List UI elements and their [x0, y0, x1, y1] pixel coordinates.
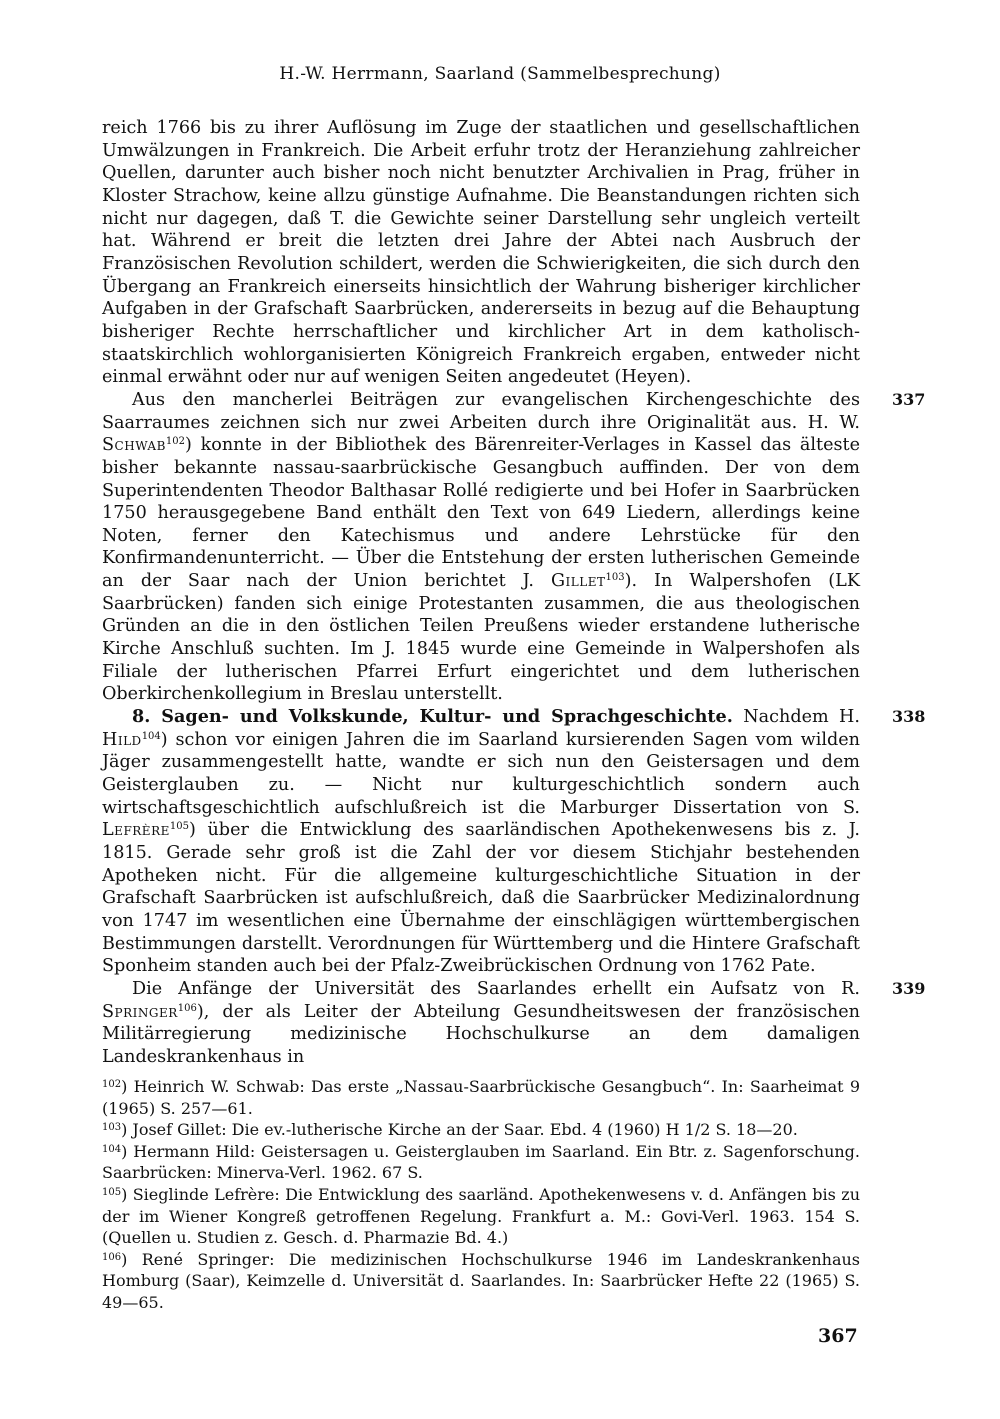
- paragraph-1-text: reich 1766 bis zu ihrer Auflösung im Zuge der staatlichen und gesellschaftlichen Umwälzungen in Frankreich. Die Arbeit erfuhr trotz der Heranziehung zahlreicher Quellen, darunter auch bisher noch nicht benutzter Archivalien in Prag, früher in Kloster Strachow, keine allzu günstige Aufnahme. Die Beanstandungen richten sich nicht nur dagegen, daß T. die Gewichte seiner Darstellung sehr ungleich verteilt hat. Während er breit die letzten drei Jahre der Abtei nach Ausbruch der Französischen Revolution schildert, werden die Schwierigkeiten, die sich durch den Übergang an Frankreich einerseits hinsichtlich der Wahrung bisheriger kirchlicher Aufgaben in der Grafschaft Saarbrücken, andererseits in bezug auf die Behauptung bisheriger Rechte herrschaftlicher und kirchlicher Art in dem katholisch-staatskirchlich wohlorganisierten Königreich Frankreich ergaben, entweder nicht einmal erwähnt oder nur auf wenigen Seiten angedeutet (Heyen).: [102, 118, 860, 388]
- footnote-104: [102, 1141, 860, 1184]
- footnote-text: ) Josef Gillet: Die ev.-lutherische Kirche an der Saar. Ebd. 4 (1960) H 1/2 S. 18—20.: [121, 1120, 798, 1140]
- paragraph-2: [102, 389, 926, 706]
- paragraph-3: [102, 706, 926, 978]
- footnote-text: ) Hermann Hild: Geistersagen u. Geisterglauben im Saarland. Ein Btr. z. Sagenforschung. Saarbrücken: Minerva-Verl. 1962. 67 S.: [102, 1141, 860, 1183]
- footnote-marker: 106: [102, 1251, 122, 1263]
- page-number: 367: [818, 1325, 858, 1347]
- footnote-ref-106[interactable]: 106: [177, 1002, 197, 1014]
- paragraph-4-text-a: Die Anfänge der Universität des Saarlandes erhellt ein Aufsatz von R.: [132, 978, 860, 999]
- author-gillet: Gillet: [550, 571, 606, 592]
- footnote-text: ) Heinrich W. Schwab: Das erste „Nassau-Saarbrückische Gesangbuch“. In: Saarheimat 9 (1965) S. 257—61.: [102, 1077, 860, 1118]
- paragraph-3-text-c: ) über die Entwicklung des saarländischen Apothekenwesens bis z. J. 1815. Gerade sehr groß ist die Zahl der vor diesem Stichjahr bestehenden Apotheken nicht. Für die allgemeine kulturgeschichtliche Situation in der Grafschaft Saarbrücken ist aufschlußreich, daß die Saarbrücker Medizinalordnung von 1747 im wesentlichen eine Übernahme der einschlägigen württembergischen Bestimmungen darstellt. Verordnungen für Württemberg und die Hintere Grafschaft Sponheim standen auch bei der Pfalz-Zweibrückischen Ordnung von 1762 Pate.: [102, 820, 860, 977]
- footnote-marker: 103: [102, 1122, 122, 1134]
- paragraph-2-text-b: ) konnte in der Bibliothek des Bärenreiter-Verlages in Kassel das älteste bisher bekannte nassau-saarbrückische Gesangbuch auffinden. Der von dem Superintendenten Theodor Balthasar Rollé redigierte und bei Hofer in Saarbrücken 1750 herausgegebene Band enthält den Text von 649 Liedern, allerdings keine Noten, ferner den Katechismus und andere Lehrstücke für den Konfirmandenunterricht. — Über die Entstehung der ersten lutherischen Gemeinde an der Saar nach der Union berichtet J.: [102, 435, 860, 592]
- footnote-ref-103[interactable]: 103: [605, 572, 625, 584]
- footnote-text: ) Sieglinde Lefrère: Die Entwicklung des saarländ. Apothekenwesens v. d. Anfängen bis zu der im Wiener Kongreß getroffenen Regelung. Frankfurt a. M.: Govi-Verl. 1963. 154 S. (Quellen u. Studien z. Gesch. d. Pharmazie Bd. 4.): [102, 1184, 860, 1248]
- footnote-marker: 104: [102, 1143, 122, 1155]
- footnote-105: [102, 1184, 860, 1249]
- footnote-ref-102[interactable]: 102: [165, 436, 186, 448]
- paragraph-3-text-b: ) schon vor einigen Jahren die im Saarland kursierenden Sagen vom wilden Jäger zusammengestellt hatte, wandte er sich nun den Geistersagen und dem Geisterglauben zu. — Nicht nur kulturgeschichtlich sondern auch wirtschaftsgeschichtlich aufschlußreich ist die Marburger Dissertation von S.: [102, 729, 860, 818]
- footnote-103: [102, 1119, 860, 1141]
- footnotes: [102, 1076, 860, 1314]
- footnote-ref-104[interactable]: 104: [141, 730, 161, 742]
- section-heading: 8. Sagen- und Volkskunde, Kultur- und Sprachgeschichte.: [132, 706, 733, 728]
- footnote-102: [102, 1076, 860, 1119]
- paragraph-4-text-b: ), der als Leiter der Abteilung Gesundheitswesen der französischen Militärregierung medizinische Hochschulkurse an dem damaligen Landeskrankenhaus in: [102, 1001, 860, 1067]
- author-lefrere: Lefrère: [102, 820, 170, 841]
- paragraph-1: [102, 117, 860, 389]
- footnote-text: ) René Springer: Die medizinischen Hochschulkurse 1946 im Landeskrankenhaus Homburg (Saar), Keimzelle d. Universität d. Saarlandes. In: Saarbrücker Hefte 22 (1965) S. 49—65.: [102, 1249, 860, 1312]
- footnote-ref-105[interactable]: 105: [169, 821, 189, 833]
- author-hild: Hild: [102, 729, 142, 750]
- author-schwab: Schwab: [102, 435, 166, 456]
- main-text: [102, 117, 926, 1069]
- paragraph-4: [102, 978, 926, 1069]
- footnote-marker: 105: [102, 1186, 122, 1198]
- margin-number-337: 337: [892, 389, 926, 409]
- running-header: H.-W. Herrmann, Saarland (Sammelbesprechung): [279, 64, 721, 84]
- paragraph-3-text-a: Nachdem H.: [743, 707, 860, 728]
- margin-number-338: 338: [892, 707, 926, 727]
- paragraph-2-text-a: Aus den mancherlei Beiträgen zur evangelischen Kirchengeschichte des Saarraumes zeichnen sich nur zwei Arbeiten durch ihre Originalität aus. H. W.: [102, 389, 860, 433]
- margin-number-339: 339: [892, 978, 926, 998]
- footnote-marker: 102: [102, 1079, 122, 1090]
- footnote-106: [102, 1249, 860, 1314]
- paragraph-2-text-c: ). In Walpershofen (LK Saarbrücken) fanden sich einige Protestanten zusammen, die aus theologischen Gründen an die in den östlichen Teilen Preußens wieder erstandene lutherische Kirche Anschluß suchten. Im J. 1845 wurde eine Gemeinde in Walpershofen als Filiale der lutherischen Pfarrei Erfurt eingerichtet und dem lutherischen Oberkirchenkollegium in Breslau unterstellt.: [102, 571, 861, 705]
- author-springer: Springer: [102, 1001, 178, 1022]
